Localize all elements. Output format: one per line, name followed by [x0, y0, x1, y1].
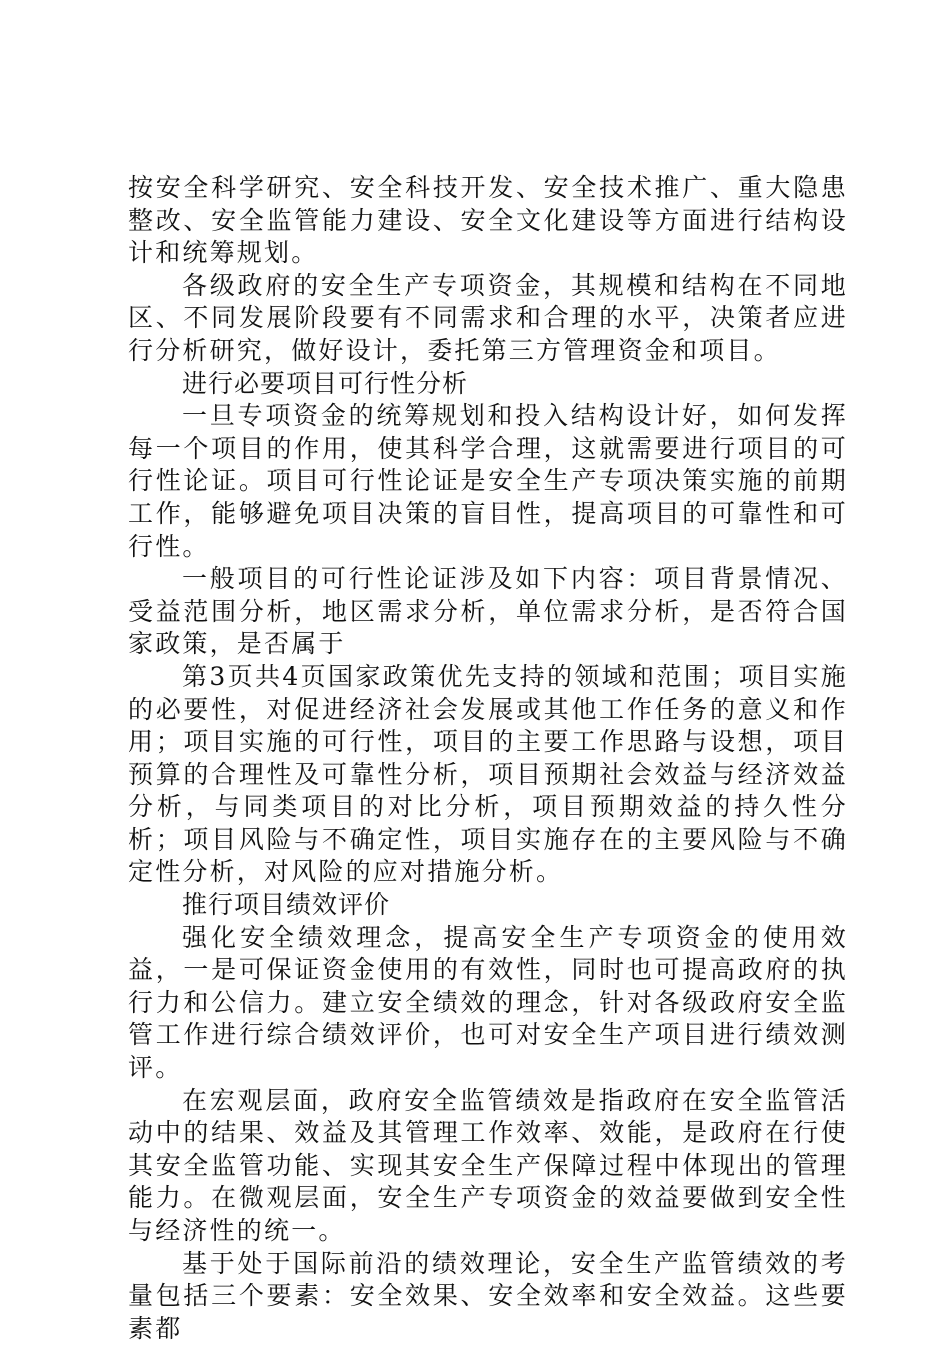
paragraph: 强化安全绩效理念，提高安全生产专项资金的使用效益，一是可保证资金使用的有效性，同时也可提高政府的执行力和公信力。建立安全绩效的理念，针对各级政府安全监管工作进行综合绩效评价，也可对安全生产项目进行绩效测评。 [128, 922, 848, 1083]
paragraph: 各级政府的安全生产专项资金，其规模和结构在不同地区、不同发展阶段要有不同需求和合理的水平，决策者应进行分析研究，做好设计，委托第三方管理资金和项目。 [128, 270, 848, 365]
section-heading: 推行项目绩效评价 [182, 890, 391, 920]
document-page [128, 172, 848, 1345]
paragraph: 一般项目的可行性论证涉及如下内容：项目背景情况、受益范围分析，地区需求分析，单位需求分析，是否符合国家政策，是否属于 [128, 564, 848, 659]
section-heading: 进行必要项目可行性分析 [182, 368, 469, 398]
paragraph: 在宏观层面，政府安全监管绩效是指政府在安全监管活动中的结果、效益及其管理工作效率、效能，是政府在行使其安全监管功能、实现其安全生产保障过程中体现出的管理能力。在微观层面，安全生产专项资金的效益要做到安全性与经济性的统一。 [128, 1085, 848, 1245]
paragraph: 一旦专项资金的统筹规划和投入结构设计好，如何发挥每一个项目的作用，使其科学合理，这就需要进行项目的可行性论证。项目可行性论证是安全生产专项决策实施的前期工作，能够避免项目决策的盲目性，提高项目的可靠性和可行性。 [128, 401, 848, 561]
paragraph: 第3页共4页国家政策优先支持的领域和范围；项目实施的必要性，对促进经济社会发展或其他工作任务的意义和作用；项目实施的可行性，项目的主要工作思路与设想，项目预算的合理性及可靠性分析，项目预期社会效益与经济效益分析，与同类项目的对比分析，项目预期效益的持久性分析；项目风险与不确定性，项目实施存在的主要风险与不确定性分析，对风险的应对措施分析。 [128, 661, 848, 887]
paragraph: 基于处于国际前沿的绩效理论，安全生产监管绩效的考量包括三个要素：安全效果、安全效率和安全效益。这些要素都 [128, 1248, 848, 1343]
paragraph-continuation: 按安全科学研究、安全科技开发、安全技术推广、重大隐患整改、安全监管能力建设、安全文化建设等方面进行结构设计和统筹规划。 [128, 173, 848, 268]
